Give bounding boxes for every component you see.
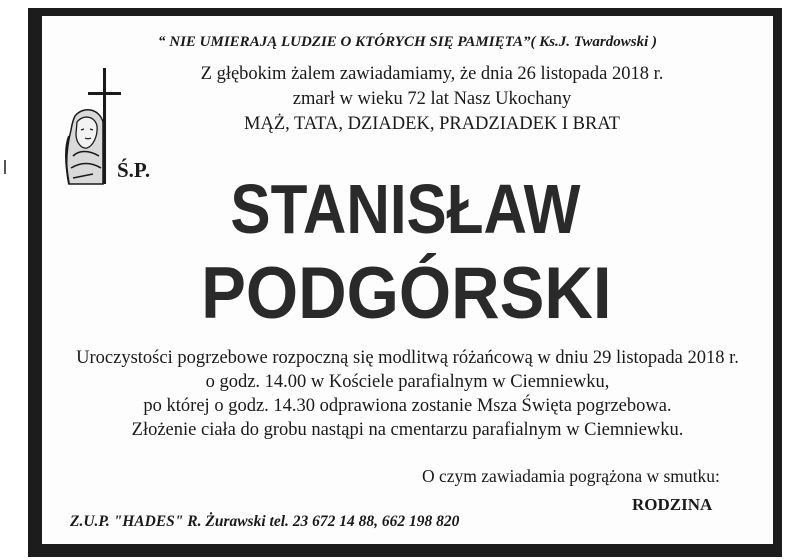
mourning-frame: [28, 8, 782, 557]
closing-notice: O czym zawiadamia pogrążona w smutku:: [422, 466, 720, 486]
deceased-last-name: PODGÓRSKI: [201, 253, 612, 334]
intro-line: MĄŻ, TATA, DZIADEK, PRADZIADEK I BRAT: [244, 114, 620, 134]
deceased-first-name: STANISŁAW: [230, 170, 581, 248]
intro-line: zmarł w wieku 72 lat Nasz Ukochany: [292, 89, 572, 109]
ceremony-line: Uroczystości pogrzebowe rozpoczną się modlitwą różańcową w dniu 29 listopada 2018 r.: [76, 348, 739, 368]
ceremony-details: [42, 346, 773, 442]
family-signature: RODZINA: [632, 495, 713, 514]
announcement-intro: [152, 62, 712, 137]
funeral-home-footer: Z.U.P. "HADES" R. Żurawski tel. 23 672 14 88, 662 198 820: [70, 513, 460, 530]
motto-line: [42, 34, 773, 51]
intro-line: Z głębokim żalem zawiadamiamy, że dnia 26 listopada 2018 r.: [200, 64, 664, 84]
motto-source: ( Ks.J. Twardowski ): [530, 34, 657, 50]
scan-mark: [4, 160, 6, 174]
ceremony-line: po której o godz. 14.30 odprawiona zostanie Msza Święta pogrzebowa.: [143, 396, 672, 416]
motto-quote: “ NIE UMIERAJĄ LUDZIE O KTÓRYCH SIĘ PAMIĘTA”: [158, 34, 531, 50]
ceremony-line: Złożenie ciała do grobu nastąpi na cmentarzu parafialnym w Ciemniewku.: [131, 420, 684, 440]
ceremony-line: o godz. 14.00 w Kościele parafialnym w Ciemniewku,: [205, 372, 610, 392]
sp-prefix: Ś.P.: [117, 158, 151, 182]
